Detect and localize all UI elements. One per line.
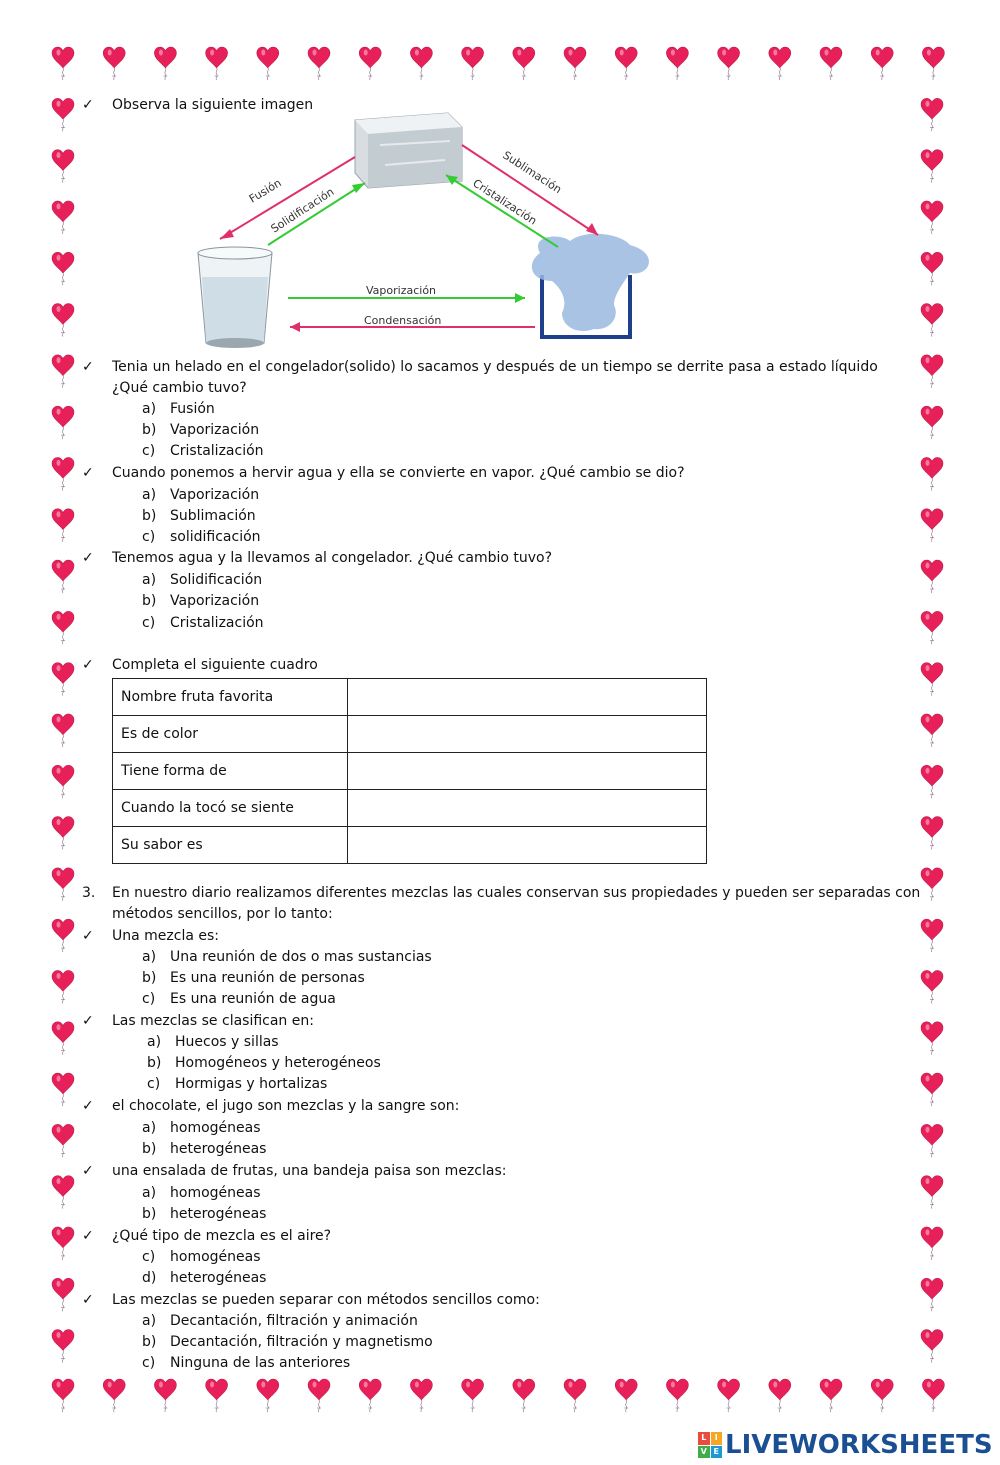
m1-text: Una mezcla es: xyxy=(112,928,219,944)
heart-icon xyxy=(52,150,74,183)
heart-icon xyxy=(921,1176,943,1209)
liveworksheets-logo xyxy=(698,1430,993,1460)
heart-icon xyxy=(206,47,228,80)
heart-icon xyxy=(410,47,432,80)
heart-icon xyxy=(513,47,535,80)
q1-text: Tenia un helado en el congelador(solido) lo sacamos y después de un tiempo se derrite pasa a estado líquido xyxy=(112,359,878,375)
m1-option-b[interactable]: b) Es una reunión de personas xyxy=(142,970,365,986)
heart-icon xyxy=(359,47,381,80)
logo-text: LIVEWORKSHEETS xyxy=(725,1430,993,1460)
q2-option-b[interactable]: b) Sublimación xyxy=(142,508,256,524)
heart-icon xyxy=(52,1278,74,1311)
fruit-table xyxy=(112,678,707,864)
heart-icon xyxy=(52,765,74,798)
heart-icon xyxy=(718,1379,740,1412)
heart-icon xyxy=(52,47,74,80)
section3-text-2: métodos sencillos, por lo tanto: xyxy=(112,906,333,922)
heart-icon xyxy=(921,817,943,850)
heart-icon xyxy=(462,1379,484,1412)
heart-icon xyxy=(308,47,330,80)
table-label: Es de color xyxy=(113,716,348,753)
heart-icon xyxy=(103,47,125,80)
heart-icon xyxy=(718,47,740,80)
m5-text: ¿Qué tipo de mezcla es el aire? xyxy=(112,1228,332,1244)
heart-icon xyxy=(921,1124,943,1157)
m1-option-a[interactable]: a) Una reunión de dos o mas sustancias xyxy=(142,949,432,965)
label-condensacion: Condensación xyxy=(364,314,442,327)
heart-icon xyxy=(769,1379,791,1412)
heart-icon xyxy=(921,406,943,439)
heart-icon xyxy=(52,663,74,696)
check-icon: ✓ xyxy=(82,465,94,481)
heart-icon xyxy=(410,1379,432,1412)
heart-icon xyxy=(52,919,74,952)
m5-option-c[interactable]: c) homogéneas xyxy=(142,1249,261,1265)
water-glass-image xyxy=(198,247,272,348)
heart-icon xyxy=(308,1379,330,1412)
heart-icon xyxy=(921,611,943,644)
heart-icon xyxy=(921,252,943,285)
label-sublimacion: Sublimación xyxy=(500,148,564,197)
check-icon: ✓ xyxy=(82,1098,94,1114)
heart-icon xyxy=(206,1379,228,1412)
heart-icon xyxy=(921,919,943,952)
check-icon: ✓ xyxy=(82,1013,94,1029)
m4-option-a[interactable]: a) homogéneas xyxy=(142,1185,261,1201)
m1-option-c[interactable]: c) Es una reunión de agua xyxy=(142,991,336,1007)
label-fusion: Fusión xyxy=(246,176,284,206)
check-icon: ✓ xyxy=(82,1163,94,1179)
heart-icon xyxy=(52,560,74,593)
label-vaporizacion: Vaporización xyxy=(366,284,437,297)
heart-icon xyxy=(921,304,943,337)
heart-icon xyxy=(52,509,74,542)
heart-icon xyxy=(921,1278,943,1311)
heart-icon xyxy=(52,1227,74,1260)
q2-text: Cuando ponemos a hervir agua y ella se convierte en vapor. ¿Qué cambio se dio? xyxy=(112,465,685,481)
heart-icon xyxy=(615,47,637,80)
table-label: Su sabor es xyxy=(113,827,348,864)
vapor-container-image xyxy=(532,234,649,337)
heart-icon xyxy=(769,47,791,80)
table-label: Cuando la tocó se siente xyxy=(113,790,348,827)
heart-icon xyxy=(52,1124,74,1157)
m2-option-b[interactable]: b) Homogéneos y heterogéneos xyxy=(147,1055,381,1071)
m2-text: Las mezclas se clasifican en: xyxy=(112,1013,314,1029)
check-icon: ✓ xyxy=(82,1292,94,1308)
heart-icon xyxy=(922,47,944,80)
heart-icon xyxy=(52,970,74,1003)
table-row xyxy=(113,790,707,827)
section3-text: En nuestro diario realizamos diferentes mezclas las cuales conservan sus propiedades y pueden ser separadas con xyxy=(112,885,921,901)
m6-option-a[interactable]: a) Decantación, filtración y animación xyxy=(142,1313,418,1329)
q2-option-c[interactable]: c) solidificación xyxy=(142,529,261,545)
table-row xyxy=(113,753,707,790)
check-icon: ✓ xyxy=(82,1228,94,1244)
answer-cell[interactable] xyxy=(348,679,707,716)
m5-option-d[interactable]: d) heterogéneas xyxy=(142,1270,267,1286)
m3-option-a[interactable]: a) homogéneas xyxy=(142,1120,261,1136)
label-solidificacion: Solidificación xyxy=(268,185,337,236)
check-icon: ✓ xyxy=(82,657,94,673)
heart-icon xyxy=(615,1379,637,1412)
answer-cell[interactable] xyxy=(348,790,707,827)
heart-icon xyxy=(921,1330,943,1363)
heart-icon xyxy=(52,1176,74,1209)
heart-icon xyxy=(921,868,943,901)
m2-option-a[interactable]: a) Huecos y sillas xyxy=(147,1034,279,1050)
m2-option-c[interactable]: c) Hormigas y hortalizas xyxy=(147,1076,328,1092)
heart-icon xyxy=(921,1227,943,1260)
q1-option-c[interactable]: c) Cristalización xyxy=(142,443,264,459)
heart-icon xyxy=(871,1379,893,1412)
question-image-prompt: Observa la siguiente imagen xyxy=(112,97,314,113)
ice-cube-image xyxy=(355,113,462,188)
heart-icon xyxy=(103,1379,125,1412)
q3-text: Tenemos agua y la llevamos al congelador. ¿Qué cambio tuvo? xyxy=(112,550,553,566)
heart-icon xyxy=(52,1073,74,1106)
heart-icon xyxy=(921,765,943,798)
heart-icon xyxy=(52,1330,74,1363)
heart-icon xyxy=(921,560,943,593)
heart-icon xyxy=(154,47,176,80)
heart-icon xyxy=(564,1379,586,1412)
heart-icon xyxy=(52,406,74,439)
heart-icon xyxy=(921,714,943,747)
heart-icon xyxy=(52,1379,74,1412)
heart-icon xyxy=(871,47,893,80)
table-row xyxy=(113,679,707,716)
heart-icon xyxy=(52,304,74,337)
heart-icon xyxy=(820,47,842,80)
state-change-diagram xyxy=(190,105,670,355)
heart-icon xyxy=(666,47,688,80)
heart-icon xyxy=(922,1379,944,1412)
q1-option-b[interactable]: b) Vaporización xyxy=(142,422,260,438)
heart-icon xyxy=(921,355,943,388)
heart-icon xyxy=(154,1379,176,1412)
heart-icon xyxy=(52,714,74,747)
heart-icon xyxy=(513,1379,535,1412)
table-row xyxy=(113,716,707,753)
q3-option-a[interactable]: a) Solidificación xyxy=(142,572,263,588)
heart-icon xyxy=(921,509,943,542)
heart-icon xyxy=(921,98,943,131)
table-prompt: Completa el siguiente cuadro xyxy=(112,657,318,673)
label-cristalizacion: Cristalización xyxy=(470,176,540,228)
m6-text: Las mezclas se pueden separar con métodos sencillos como: xyxy=(112,1292,540,1308)
heart-icon xyxy=(52,868,74,901)
heart-icon xyxy=(921,1022,943,1055)
heart-icon xyxy=(359,1379,381,1412)
heart-icon xyxy=(257,1379,279,1412)
heart-icon xyxy=(921,1073,943,1106)
check-icon: ✓ xyxy=(82,359,94,375)
answer-cell[interactable] xyxy=(348,753,707,790)
section-number: 3. xyxy=(82,885,96,901)
m4-text: una ensalada de frutas, una bandeja paisa son mezclas: xyxy=(112,1163,507,1179)
heart-icon xyxy=(52,98,74,131)
heart-icon xyxy=(921,457,943,490)
heart-icon xyxy=(52,252,74,285)
m4-option-b[interactable]: b) heterogéneas xyxy=(142,1206,267,1222)
m6-option-c[interactable]: c) Ninguna de las anteriores xyxy=(142,1355,351,1371)
heart-icon xyxy=(52,457,74,490)
heart-icon xyxy=(820,1379,842,1412)
heart-icon xyxy=(52,611,74,644)
heart-icon xyxy=(564,47,586,80)
heart-icon xyxy=(921,150,943,183)
check-icon: ✓ xyxy=(82,550,94,566)
arrow-solidificacion xyxy=(268,183,365,245)
heart-icon xyxy=(462,47,484,80)
heart-icon xyxy=(52,1022,74,1055)
m3-option-b[interactable]: b) heterogéneas xyxy=(142,1141,267,1157)
answer-cell[interactable] xyxy=(348,827,707,864)
m3-text: el chocolate, el jugo son mezclas y la sangre son: xyxy=(112,1098,460,1114)
heart-icon xyxy=(921,663,943,696)
heart-icon xyxy=(921,970,943,1003)
table-row xyxy=(113,827,707,864)
q1-option-a[interactable]: a) Fusión xyxy=(142,401,215,417)
check-icon: ✓ xyxy=(82,97,94,113)
q3-option-b[interactable]: b) Vaporización xyxy=(142,593,260,609)
q3-option-c[interactable]: c) Cristalización xyxy=(142,615,264,631)
check-icon: ✓ xyxy=(82,928,94,944)
m6-option-b[interactable]: b) Decantación, filtración y magnetismo xyxy=(142,1334,433,1350)
table-label: Tiene forma de xyxy=(113,753,348,790)
answer-cell[interactable] xyxy=(348,716,707,753)
heart-icon xyxy=(52,201,74,234)
heart-icon xyxy=(52,355,74,388)
heart-icon xyxy=(52,817,74,850)
q2-option-a[interactable]: a) Vaporización xyxy=(142,487,260,503)
heart-icon xyxy=(921,201,943,234)
table-label: Nombre fruta favorita xyxy=(113,679,348,716)
logo-badge-icon: L I V E xyxy=(698,1432,722,1458)
heart-icon xyxy=(666,1379,688,1412)
q1-text-2: ¿Qué cambio tuvo? xyxy=(112,380,247,396)
heart-icon xyxy=(257,47,279,80)
